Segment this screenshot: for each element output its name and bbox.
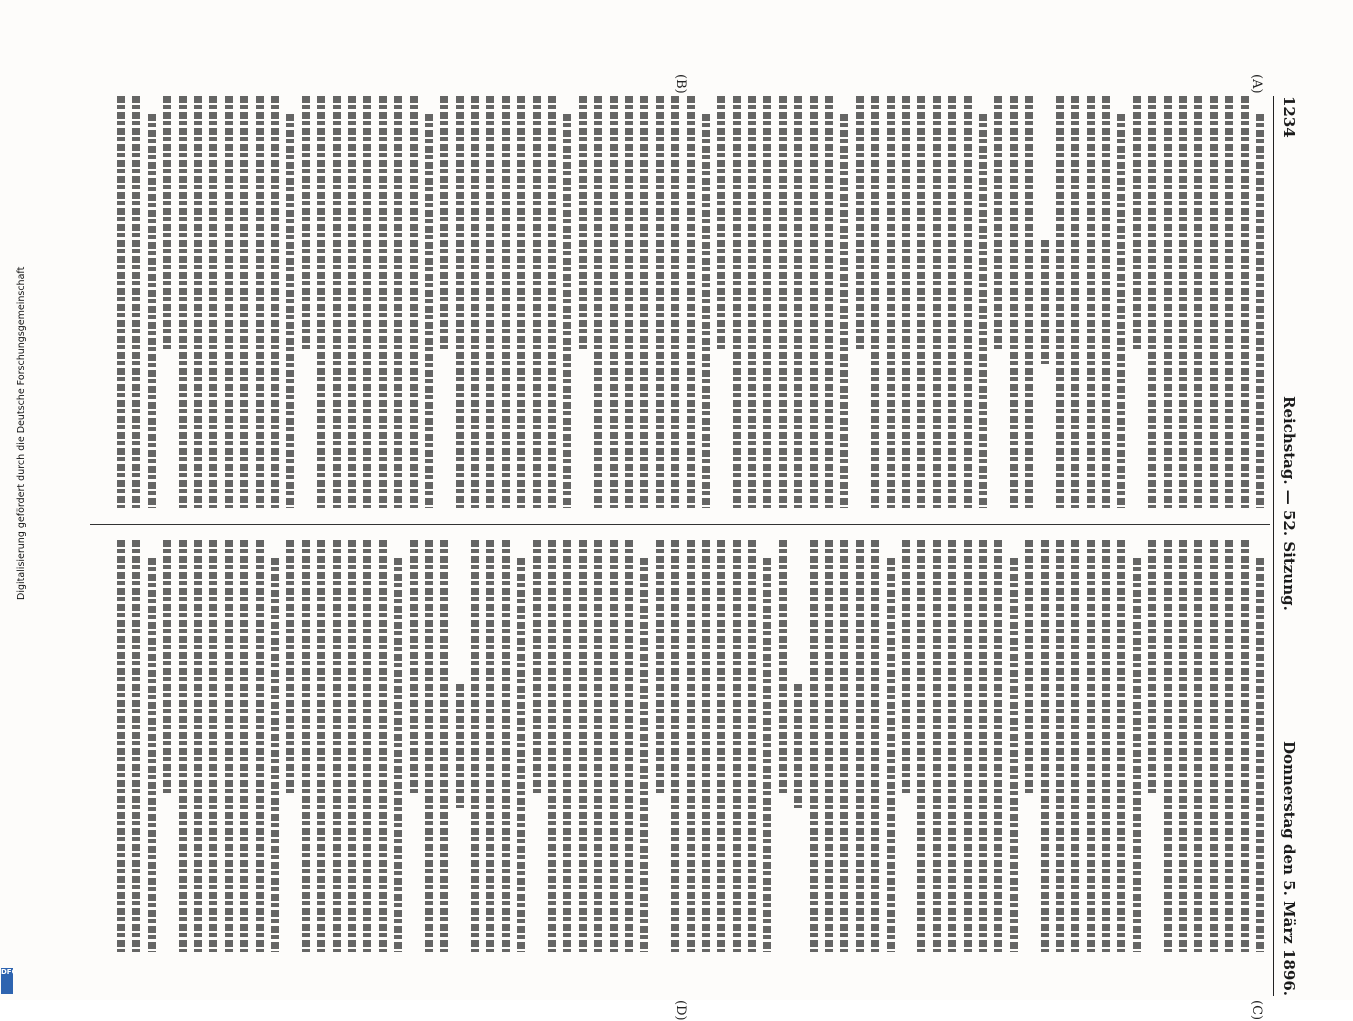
header-rule [1273, 96, 1274, 996]
text-line [840, 540, 848, 952]
text-line [163, 540, 171, 795]
text-line [1087, 540, 1095, 952]
text-line [610, 96, 618, 508]
text-line [1164, 540, 1172, 952]
text-line [964, 540, 972, 952]
text-line [610, 540, 618, 952]
text-line [148, 558, 156, 952]
text-line [856, 96, 864, 351]
text-line [733, 540, 741, 952]
text-line [132, 540, 140, 952]
text-line [471, 540, 479, 952]
text-line [764, 96, 772, 508]
text-line [533, 540, 541, 795]
text-line [394, 96, 402, 508]
text-line [656, 540, 664, 795]
text-line [625, 96, 633, 508]
text-line [979, 540, 987, 952]
text-line [902, 96, 910, 508]
text-line [979, 114, 987, 508]
text-line [486, 540, 494, 952]
text-line [548, 96, 556, 508]
text-line [256, 540, 264, 952]
margin-marker-b: (B) [673, 74, 688, 94]
text-line [240, 540, 248, 952]
text-line [933, 96, 941, 508]
text-line [794, 96, 802, 508]
text-line [410, 96, 418, 508]
text-line [1102, 540, 1110, 952]
text-line [840, 114, 848, 508]
text-line [902, 540, 910, 795]
session-date: Donnerstag den 5. März 1896. [1280, 740, 1298, 996]
text-line [671, 96, 679, 508]
text-line [717, 96, 725, 351]
text-line [625, 540, 633, 952]
text-line [209, 96, 217, 508]
text-line [333, 96, 341, 508]
text-line [348, 540, 356, 952]
text-line [317, 96, 325, 508]
text-line [579, 96, 587, 351]
text-line [225, 540, 233, 952]
text-line [640, 96, 648, 508]
dfg-logo-icon: DFG [1, 968, 13, 994]
text-line [810, 540, 818, 952]
text-line [179, 96, 187, 508]
text-line [333, 540, 341, 952]
text-line [871, 96, 879, 508]
text-line [748, 540, 756, 952]
text-line [1117, 540, 1125, 952]
text-line [1210, 96, 1218, 508]
text-line [948, 96, 956, 508]
text-line [1133, 96, 1141, 351]
text-line [456, 684, 464, 808]
text-line [1148, 96, 1156, 508]
text-line [1241, 96, 1249, 508]
text-line [1164, 96, 1172, 508]
text-line [1225, 96, 1233, 508]
margin-marker-d: (D) [673, 1000, 688, 1021]
text-line [209, 540, 217, 952]
text-line [856, 540, 864, 952]
text-line [1256, 114, 1264, 508]
text-line [964, 96, 972, 508]
text-line [379, 540, 387, 952]
text-line [379, 96, 387, 508]
text-line [302, 540, 310, 952]
right-text-column [104, 540, 1264, 952]
text-line [317, 540, 325, 952]
text-line [948, 540, 956, 952]
text-line [1133, 558, 1141, 952]
text-line [363, 96, 371, 508]
text-line [1256, 558, 1264, 952]
text-line [687, 540, 695, 952]
text-line [225, 96, 233, 508]
text-line [456, 96, 464, 508]
text-line [640, 558, 648, 952]
text-line [502, 96, 510, 508]
text-line [286, 540, 294, 795]
text-line [794, 684, 802, 808]
text-line [994, 540, 1002, 952]
text-line [117, 540, 125, 952]
text-line [363, 540, 371, 952]
text-line [194, 96, 202, 508]
text-line [563, 114, 571, 508]
text-line [1071, 96, 1079, 508]
text-line [1041, 540, 1049, 952]
text-line [1179, 96, 1187, 508]
text-line [1102, 96, 1110, 508]
text-line [887, 96, 895, 508]
text-line [1179, 540, 1187, 952]
text-line [1225, 540, 1233, 952]
text-line [440, 96, 448, 351]
text-line [517, 558, 525, 952]
text-line [1025, 540, 1033, 795]
text-line [933, 540, 941, 952]
text-line [394, 558, 402, 952]
text-line [887, 558, 895, 952]
text-line [117, 96, 125, 508]
text-line [579, 540, 587, 952]
digitization-credit: Digitalisierung gefördert durch die Deutsche Forschungsgemeinschaft [16, 266, 27, 600]
text-line [779, 96, 787, 508]
text-line [779, 540, 787, 795]
text-line [348, 96, 356, 508]
text-line [594, 96, 602, 508]
text-line [1148, 540, 1156, 795]
text-line [286, 114, 294, 508]
text-line [179, 540, 187, 952]
text-line [1025, 96, 1033, 508]
text-line [733, 96, 741, 508]
text-line [1041, 240, 1049, 364]
text-line [271, 558, 279, 952]
text-line [825, 540, 833, 952]
text-line [440, 540, 448, 952]
text-line [656, 96, 664, 508]
text-line [240, 96, 248, 508]
text-line [410, 540, 418, 795]
text-line [717, 540, 725, 952]
text-line [1241, 540, 1249, 952]
text-line [825, 96, 833, 508]
text-line [548, 540, 556, 952]
text-line [502, 540, 510, 952]
margin-marker-c: (C) [1249, 1000, 1264, 1021]
text-line [163, 96, 171, 351]
column-divider [90, 524, 1270, 525]
text-line [471, 96, 479, 508]
text-line [563, 540, 571, 952]
text-line [764, 558, 772, 952]
text-line [702, 114, 710, 508]
margin-marker-a: (A) [1249, 74, 1264, 94]
text-line [148, 114, 156, 508]
text-line [594, 540, 602, 952]
text-line [1194, 540, 1202, 952]
text-line [132, 96, 140, 508]
text-line [1087, 96, 1095, 508]
text-line [533, 96, 541, 508]
text-line [1010, 558, 1018, 952]
text-line [994, 96, 1002, 351]
text-line [194, 540, 202, 952]
text-line [256, 96, 264, 508]
text-line [1056, 96, 1064, 508]
page-header [1274, 96, 1298, 996]
running-title: Reichstag. — 52. Sitzung. [1280, 396, 1298, 611]
text-line [1010, 96, 1018, 508]
text-line [302, 96, 310, 351]
text-line [1056, 540, 1064, 952]
text-line [1210, 540, 1218, 952]
text-line [687, 96, 695, 508]
text-line [1194, 96, 1202, 508]
text-line [271, 96, 279, 508]
page-number: 1234 [1280, 96, 1298, 138]
text-line [702, 540, 710, 952]
text-line [671, 540, 679, 952]
text-line [517, 96, 525, 508]
text-line [917, 540, 925, 952]
text-line [917, 96, 925, 508]
rotated-page-content [85, 74, 1300, 1021]
left-text-column [104, 96, 1264, 508]
text-line [486, 96, 494, 508]
text-line [1071, 540, 1079, 952]
text-line [425, 540, 433, 952]
text-line [871, 540, 879, 952]
text-line [425, 114, 433, 508]
text-line [748, 96, 756, 508]
text-line [810, 96, 818, 508]
digitization-sidebar [0, 0, 27, 1000]
text-line [1117, 114, 1125, 508]
